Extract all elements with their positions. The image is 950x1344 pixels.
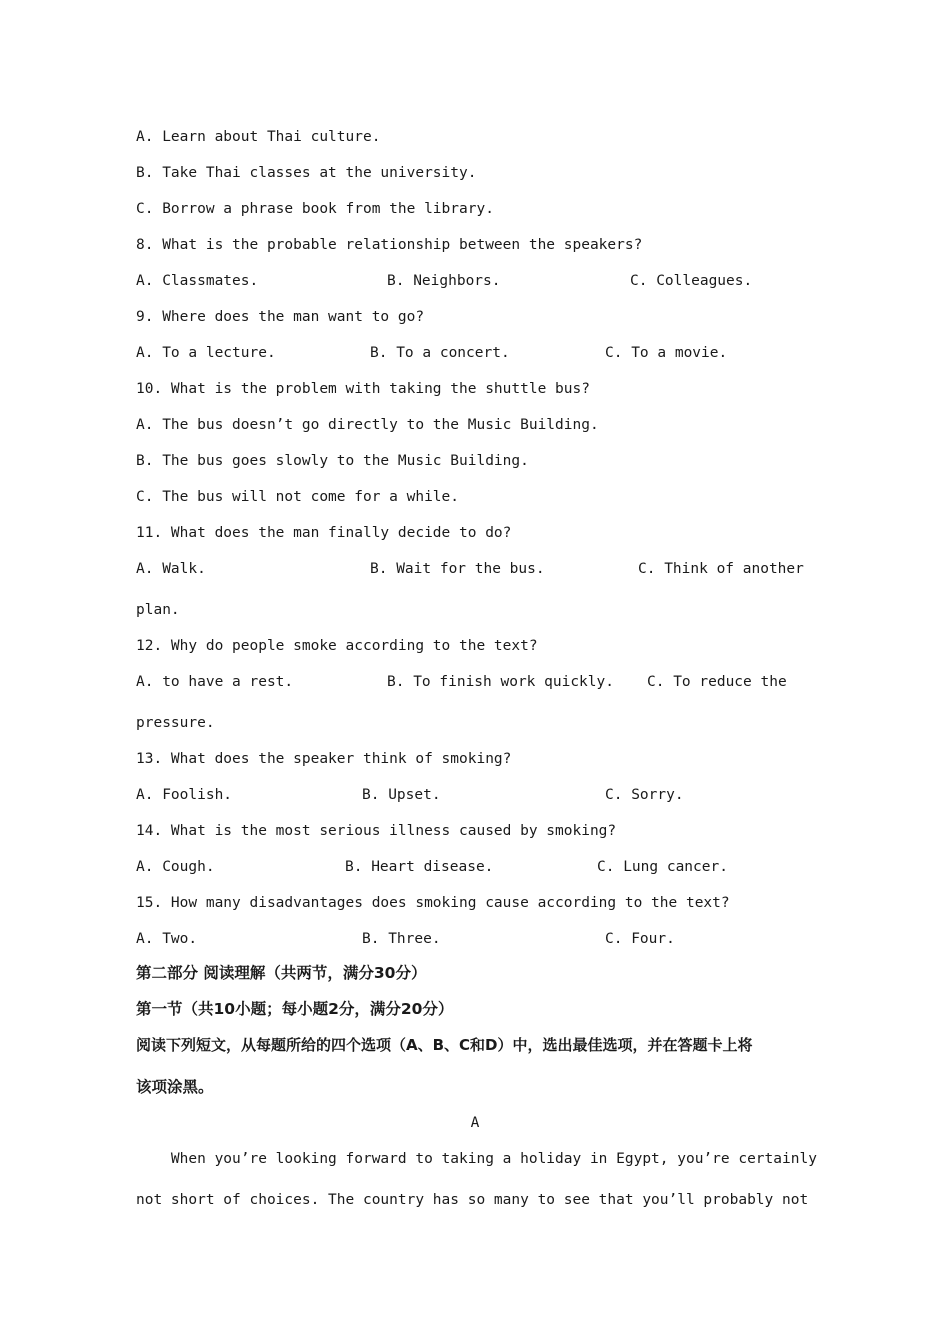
section-part-heading: 第一节（共10小题；每小题2分，满分20分） — [136, 1000, 454, 1018]
q14-option-c: C. Lung cancer. — [597, 859, 728, 875]
q10-question: 10. What is the problem with taking the shuttle bus? — [136, 381, 590, 397]
q10-option-b: B. The bus goes slowly to the Music Building. — [136, 453, 529, 469]
section-title: 第二部分 阅读理解（共两节，满分30分） — [136, 964, 427, 982]
q11-option-a: A. Walk. — [136, 561, 206, 577]
q8-option-c: C. Colleagues. — [630, 273, 753, 289]
q7-option-b: B. Take Thai classes at the university. — [136, 165, 477, 181]
q15-option-a: A. Two. — [136, 931, 198, 947]
q9-option-b: B. To a concert. — [370, 345, 510, 361]
passage-label: A — [470, 1115, 480, 1131]
q14-question: 14. What is the most serious illness caused by smoking? — [136, 823, 617, 839]
passage-line-2: not short of choices. The country has so many to see that you’ll probably not — [136, 1192, 809, 1208]
q11-option-b: B. Wait for the bus. — [370, 561, 545, 577]
q13-option-c: C. Sorry. — [605, 787, 684, 803]
q13-option-a: A. Foolish. — [136, 787, 233, 803]
q12-option-a: A. to have a rest. — [136, 674, 294, 690]
q9-option-c: C. To a movie. — [605, 345, 728, 361]
q9-question: 9. Where does the man want to go? — [136, 309, 425, 325]
section-instruction-line1: 阅读下列短文，从每题所给的四个选项（A、B、C和D）中，选出最佳选项，并在答题卡上将 — [136, 1036, 753, 1054]
q9-option-a: A. To a lecture. — [136, 345, 276, 361]
q12-option-b: B. To finish work quickly. — [387, 674, 614, 690]
q11-question: 11. What does the man finally decide to do? — [136, 525, 512, 541]
q14-option-b: B. Heart disease. — [345, 859, 494, 875]
q7-option-c: C. Borrow a phrase book from the library. — [136, 201, 494, 217]
q8-option-a: A. Classmates. — [136, 273, 259, 289]
q13-option-b: B. Upset. — [362, 787, 441, 803]
q15-question: 15. How many disadvantages does smoking cause according to the text? — [136, 895, 730, 911]
q15-option-c: C. Four. — [605, 931, 675, 947]
q12-option-c: C. To reduce the — [647, 674, 787, 690]
q10-option-c: C. The bus will not come for a while. — [136, 489, 460, 505]
q11-option-c: C. Think of another — [638, 561, 804, 577]
q15-option-b: B. Three. — [362, 931, 441, 947]
q10-option-a: A. The bus doesn’t go directly to the Music Building. — [136, 417, 599, 433]
q12-question: 12. Why do people smoke according to the text? — [136, 638, 538, 654]
q14-option-a: A. Cough. — [136, 859, 215, 875]
q7-option-a: A. Learn about Thai culture. — [136, 129, 381, 145]
q8-question: 8. What is the probable relationship between the speakers? — [136, 237, 643, 253]
q8-option-b: B. Neighbors. — [387, 273, 501, 289]
q11-option-c-continued: plan. — [136, 602, 180, 618]
q12-option-c-continued: pressure. — [136, 715, 215, 731]
section-instruction-line2: 该项涂黑。 — [136, 1078, 214, 1096]
q13-question: 13. What does the speaker think of smoking? — [136, 751, 512, 767]
passage-line-1: When you’re looking forward to taking a holiday in Egypt, you’re certainly — [136, 1151, 817, 1167]
